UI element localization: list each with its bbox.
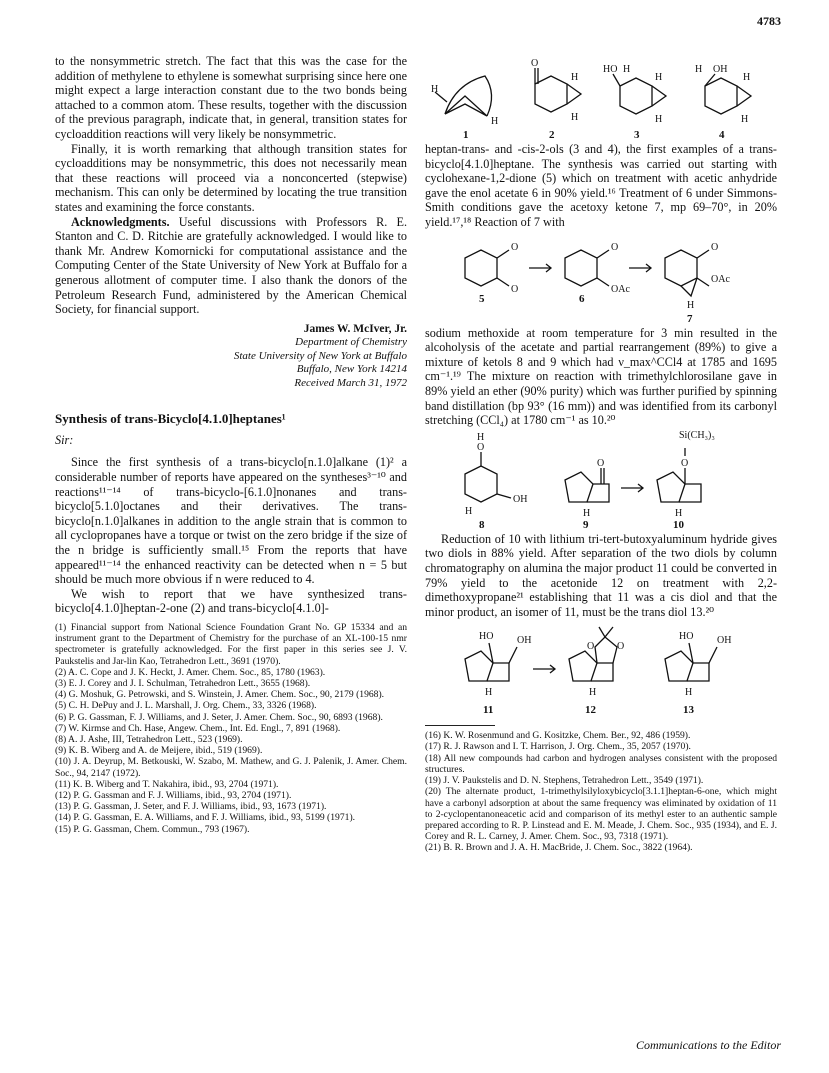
compound-number: 7 (687, 312, 693, 325)
atom-label: O (611, 241, 619, 253)
atom-label: HO (679, 631, 694, 643)
footnote-rule (425, 725, 495, 726)
footnote: (3) E. J. Corey and J. I. Schulman, Tetrahedron Lett., 3655 (1968). (55, 677, 311, 689)
footnote: (12) P. G. Gassman and F. J. Williams, ibid., 93, 2704 (1971). (55, 789, 292, 801)
atom-label: H (695, 64, 703, 75)
footnote: (1) Financial support from National Science Foundation Grant No. GP 15334 and an instrument grant to the Department of Chemistry for the purchase of an XL-100-15 nmr spectrometer is gratefully acknowledged. For the first paper in this series see J. V. Paukstelis and Jar-lin Kao, Tetrahedron Lett., 3691 (1970). (55, 621, 407, 667)
footnote: (8) A. J. Ashe, III, Tetrahedron Lett., 523 (1969). (55, 733, 243, 745)
atom-label: H (655, 72, 663, 83)
atom-label: HO (603, 64, 618, 75)
paragraph: sodium methoxide at room temperature for 3 min resulted in the alcoholysis of the acetate and partial rearrangement (89%) to give a mixture of ketols 8 and 9 which had ν_max^CCl4 at 1785 and 1695 cm⁻¹.¹⁹ The mixture on reaction with trimethylchlorosilane gave in 89% yield an ether (90% purity) which was further purified by spinning band distillation (bp 93° (16 mm)) and was identified from its carbonyl stretching (CCl₄) at 1780 cm⁻¹ as 10.²⁰ (425, 325, 777, 428)
atom-label: H (675, 507, 683, 519)
footnote: (9) K. B. Wiberg and A. de Meijere, ibid., 519 (1969). (55, 745, 263, 757)
footnote: (10) J. A. Deyrup, M. Betkouski, W. Szabo, M. Mathew, and G. J. Palenik, J. Amer. Chem. Soc., 94, 2147 (1972). (55, 756, 407, 779)
footnote: (14) P. G. Gassman, E. A. Williams, and F. J. Williams, ibid., 93, 5199 (1971). (55, 812, 356, 824)
atom-label: H (583, 507, 591, 519)
atom-label: H (743, 72, 751, 83)
compound-number: 5 (479, 292, 485, 305)
paragraph: Reduction of 10 with lithium tri-tert-butoxyaluminum hydride gives two diols in 88% yield. After separation of the two diols by column chromatography on alumina the major product 11 could be converted in 79% yield to the acetonide 12 on treatment with 2,2-dimethoxypropane²¹ establishing that 11 was a cis diol and that the minor product, an isomer of 11, must be the trans diol 13.²⁰ (425, 531, 777, 619)
salutation: Sir: (55, 432, 74, 447)
article-title: Synthesis of trans-Bicyclo[4.1.0]heptanes¹ (55, 411, 286, 427)
atom-label: H (431, 84, 439, 95)
atom-label: OH (717, 635, 732, 647)
compound-number: 11 (483, 704, 494, 717)
atom-label: O (681, 457, 689, 469)
footnote: (7) W. Kirmse and Ch. Hase, Angew. Chem., Int. Ed. Engl., 7, 891 (1968). (55, 722, 341, 734)
atom-label: O (711, 241, 719, 253)
paragraph: We wish to report that we have synthesized trans-bicyclo[4.1.0]heptan-2-one (2) and trans-bicyclo[4.1.0]- (55, 586, 407, 616)
acknowledgments (55, 215, 407, 317)
acknowledgments-label: Acknowledgments. (71, 214, 170, 229)
received-date: Received March 31, 1972 (294, 376, 407, 389)
atom-label: H (485, 687, 493, 699)
affiliation-dept: Department of Chemistry (295, 336, 407, 349)
acknowledgments-text: Useful discussions with Professors R. E. Stanton and C. D. Ritchie are gratefully acknowledged. I would like to thank Mr. Andrew Komornicki for computational assistance and the Computing Center of the State University of New York at Buffalo for a generous allotment of computer time. I also thank the donors of the Petroleum Research Fund, administered by the American Chemical Society, for financial support. (55, 214, 407, 317)
footnote: (19) J. V. Paukstelis and D. N. Stephens, Tetrahedron Lett., 3549 (1971). (425, 775, 704, 787)
paragraph: to the nonsymmetric stretch. The fact that this was the case for the addition of methylene to ethylene is somewhat surprising since here one might expect a large interaction constant due to the two bonds being attached to a common atom. These results, together with the discussion of the previous paragraph, indicate that, in general, transition states for cycloaddition reactions will very likely be nonsymmetric. (55, 54, 407, 141)
compound-number: 12 (585, 704, 596, 717)
compound-number: 9 (583, 518, 589, 531)
structures-8-10 (425, 428, 777, 532)
footnote: (5) C. H. DePuy and J. L. Marshall, J. Org. Chem., 33, 3326 (1968). (55, 700, 317, 712)
atom-label: O (511, 283, 519, 295)
page-number: 4783 (757, 14, 781, 28)
atom-label: OAc (711, 273, 730, 285)
atom-label: H (623, 64, 631, 75)
footnote: (13) P. G. Gassman, J. Seter, and F. J. Williams, ibid., 93, 1673 (1971). (55, 801, 327, 813)
compound-number: 10 (673, 518, 684, 531)
atom-label: Si(CH₃)₃ (679, 429, 715, 441)
atom-label: H (655, 114, 663, 125)
atom-label: O (531, 58, 539, 69)
compound-number: 8 (479, 518, 485, 531)
structures-1-4 (425, 54, 777, 142)
atom-label: H (741, 114, 749, 125)
atom-label: H (465, 505, 473, 517)
atom-label: O (511, 241, 519, 253)
atom-label: OAc (611, 283, 630, 295)
atom-label: OH (517, 635, 532, 647)
compound-number: 2 (549, 129, 555, 141)
atom-label: O (587, 641, 595, 653)
affiliation-city: Buffalo, New York 14214 (296, 363, 407, 376)
affiliation-univ: State University of New York at Buffalo (233, 349, 407, 362)
right-column (425, 54, 777, 854)
footnote: (2) A. C. Cope and J. K. Heckt, J. Amer. Chem. Soc., 85, 1780 (1963). (55, 666, 326, 678)
compound-number: 1 (463, 129, 469, 141)
structures-5-7 (425, 230, 777, 326)
atom-label: H (477, 431, 485, 443)
atom-label: H (571, 72, 579, 83)
footnote: (6) P. G. Gassman, F. J. Williams, and J. Seter, J. Amer. Chem. Soc., 90, 6893 (1968). (55, 711, 383, 723)
atom-label: O (597, 457, 605, 469)
atom-label: O (617, 641, 625, 653)
compound-number: 3 (634, 129, 640, 141)
atom-label: O (477, 441, 485, 453)
atom-label: H (589, 687, 597, 699)
atom-label: OH (713, 64, 728, 75)
footnote: (11) K. B. Wiberg and T. Nakahira, ibid., 93, 2704 (1971). (55, 778, 279, 790)
paragraph: Finally, it is worth remarking that although transition states for cycloadditions may be nonsymmetric, this does not necessarily mean that these reactions will proceed via a nonconcerted (stepwise) mechanism. This can only be determined by locating the true transition states and examining the force constants. (55, 141, 407, 214)
atom-label: HO (479, 631, 494, 643)
footnotes-right (425, 730, 777, 853)
atom-label: H (491, 116, 499, 127)
atom-label: H (571, 112, 579, 123)
left-column (55, 54, 407, 835)
footnote: (18) All new compounds had carbon and hydrogen analyses consistent with the proposed structures. (425, 752, 777, 775)
atom-label: H (687, 299, 695, 311)
compound-number: 13 (683, 704, 694, 717)
footnote: (4) G. Moshuk, G. Petrowski, and S. Winstein, J. Amer. Chem. Soc., 90, 2179 (1968). (55, 689, 385, 701)
paragraph: Since the first synthesis of a trans-bicyclo[n.1.0]alkane (1)² a considerable number of reports have appeared on the syntheses³⁻¹⁰ and reactions¹¹⁻¹⁴ of trans-bicyclo-[6.1.0]nonanes and trans-bicyclo[5.1.0]octanes and their derivatives. The trans-bicyclo[n.1.0]alkanes in addition to the angle strain that is common to all cyclopropanes have a torque or twist on the zero bridge if the size of the n bridge is sufficiently small.¹⁵ From the reports that have appeared¹¹⁻¹⁴ the enhanced reactivity can be detected when n = 5 but should be much more obvious if n were reduced to 4. (55, 455, 407, 587)
journal-footer: Communications to the Editor (636, 1038, 781, 1052)
footnote: (17) R. J. Rawson and I. T. Harrison, J. Org. Chem., 35, 2057 (1970). (425, 741, 691, 753)
author-name: James W. McIver, Jr. (303, 322, 407, 335)
footnote: (15) P. G. Gassman, Chem. Commun., 793 (1967). (55, 823, 250, 835)
atom-label: OH (513, 493, 528, 505)
atom-label: H (685, 687, 693, 699)
footnote: (16) K. W. Rosenmund and G. Kositzke, Chem. Ber., 92, 486 (1959). (425, 730, 691, 742)
byline (55, 323, 407, 391)
footnote: (21) B. R. Brown and J. A. H. MacBride, J. Chem. Soc., 3822 (1964). (425, 842, 693, 854)
structures-11-13 (425, 619, 777, 719)
footnote: (20) The alternate product, 1-trimethylsilyloxybicyclo[3.1.1]heptan-6-one, which might have a carbonyl adsorption at about the same frequency was eliminated by oxidation of 11 to 2-cyclopentanoneacetic acid and comparison of its methyl ester to an authentic sample prepared according to R. P. Linstead and E. M. Meade, J. Chem. Soc., 935 (1934), and E. J. Corey and R. L. Carney, J. Amer. Chem. Soc., 93, 7318 (1971). (425, 786, 777, 843)
footnotes-left (55, 622, 407, 835)
compound-number: 6 (579, 292, 585, 305)
paragraph: heptan-trans- and -cis-2-ols (3 and 4), the first examples of a trans-bicyclo[4.1.0]heptane. The synthesis was carried out starting with cyclohexane-1,2-dione (5) which on treatment with acetic anhydride gave the enol acetate 6 in 90% yield.¹⁶ Treatment of 6 under Simmons-Smith conditions gave the acetoxy ketone 7, mp 69–70°, in 20% yield.¹⁷,¹⁸ Reaction of 7 with (425, 142, 777, 229)
compound-number: 4 (719, 129, 725, 141)
